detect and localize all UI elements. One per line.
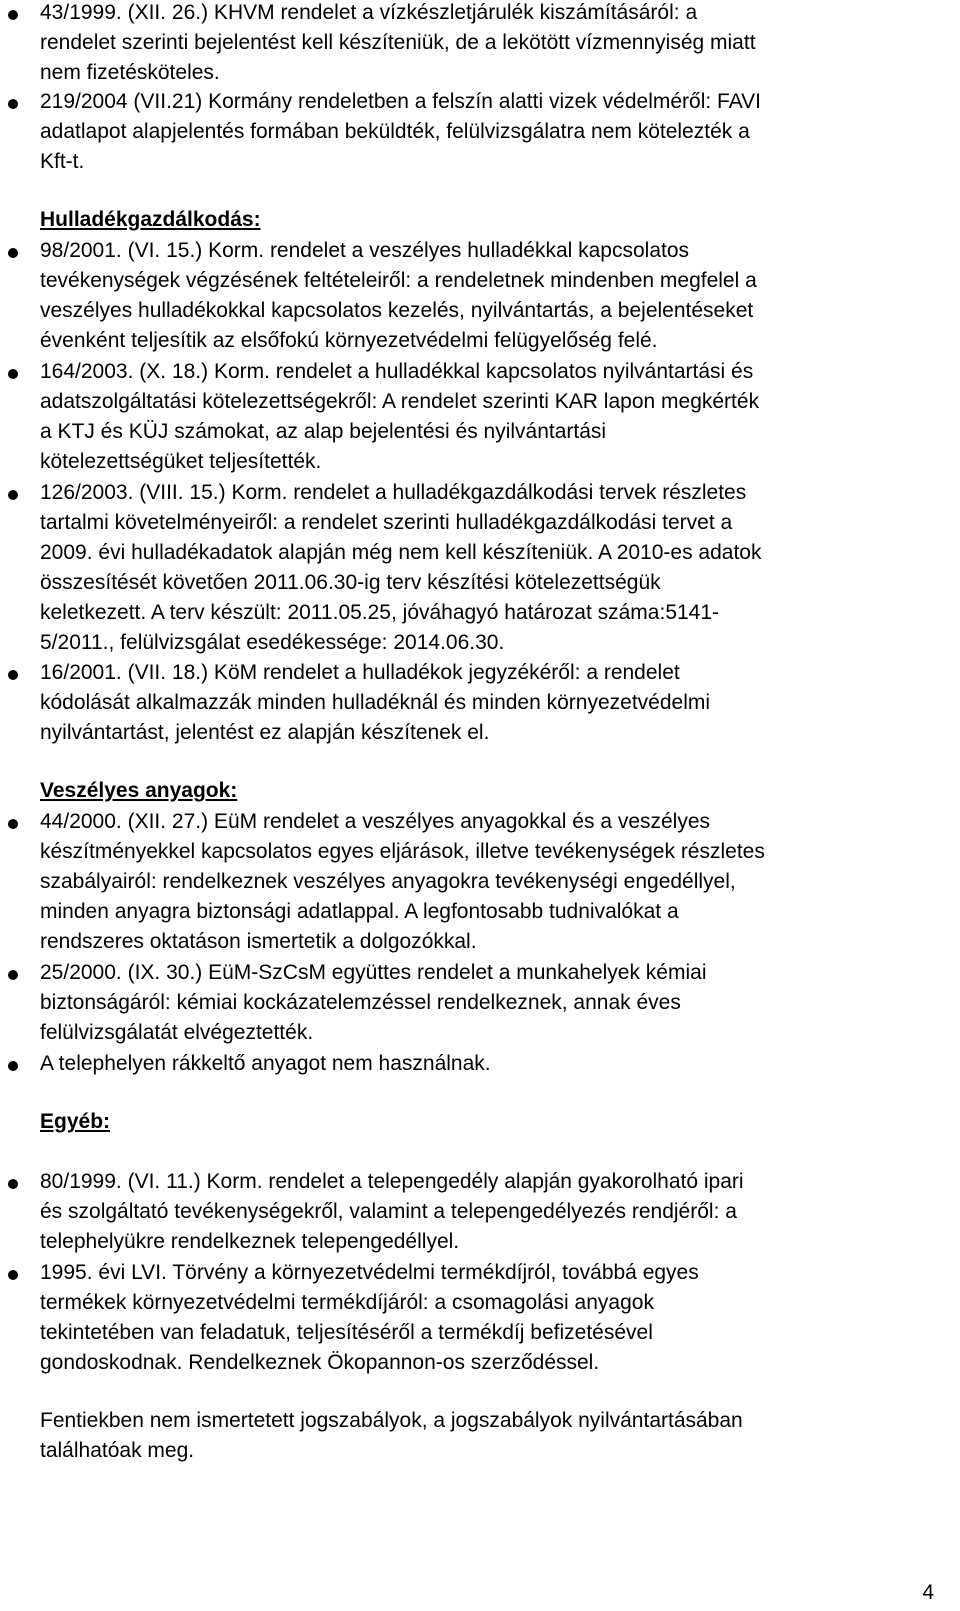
bullet-icon — [8, 1179, 18, 1189]
bullet-icon — [8, 490, 18, 500]
section-heading: Veszélyes anyagok: — [40, 779, 238, 802]
section-heading: Hulladékgazdálkodás: — [40, 208, 261, 231]
bullet-icon — [8, 670, 18, 680]
bullet-icon — [8, 1270, 18, 1280]
page-number: 4 — [922, 1581, 934, 1604]
bullet-icon — [8, 970, 18, 980]
bullet-icon — [8, 248, 18, 258]
section-heading: Egyéb: — [40, 1110, 111, 1133]
bullet-icon — [8, 99, 18, 109]
bullet-icon — [8, 10, 18, 20]
bullet-icon — [8, 369, 18, 379]
bullet-icon — [8, 1061, 18, 1071]
bullet-icon — [8, 819, 18, 829]
